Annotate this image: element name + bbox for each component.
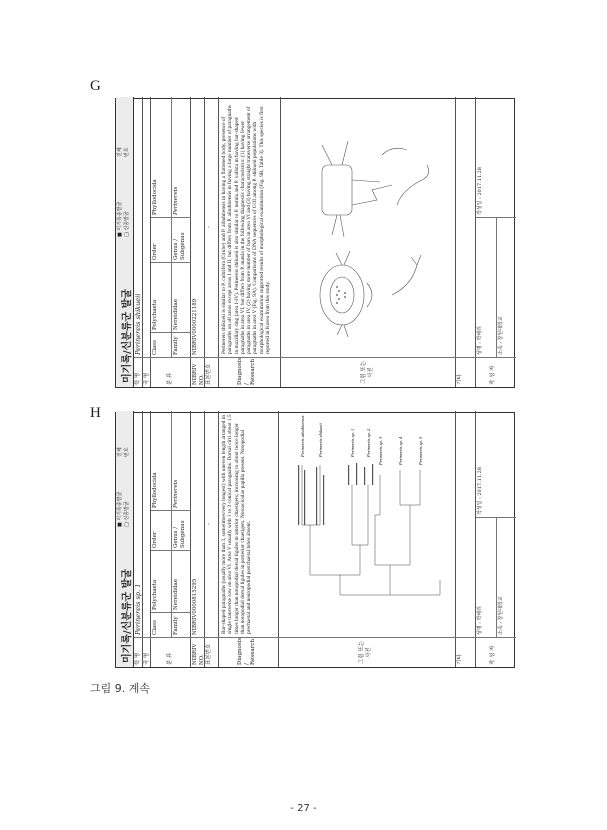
form-h xyxy=(115,412,515,668)
form-h-genus-label: Genus / Subgenus xyxy=(171,510,191,550)
form-h-family-value: Nereididae xyxy=(171,550,191,612)
form-h-class-label: Class xyxy=(151,612,171,637)
form-h-nibr-row xyxy=(191,411,205,667)
form-g-etc-row xyxy=(456,97,476,387)
tree-label-5: Perinereis sp. 3 xyxy=(378,436,383,465)
form-h-diag-text: Bar-shaped paragnaths (usually more than 3, sometimes/very longest) with uneven length arranged in single transverse row on area VI. Area V usually with 1 to 3 conical paragnaths. Dorsal cirri about 1.5 times longer than notopodial dorsal ligules in anterior chaetigers, increasing to about twice longer than notopodial dorsal ligules in posterior chaetigers. Notoaciculae papilla present. Notopodial prechaetal and neuropodial postchaetal lobes absent. xyxy=(221,414,253,634)
form-h-author-name: 성명 : 박혜리 xyxy=(476,517,496,637)
figure-label-h: H xyxy=(90,405,101,421)
form-g-author-row xyxy=(476,97,516,387)
form-g-kor-name xyxy=(143,97,151,357)
form-g-figure-area xyxy=(281,97,456,357)
form-h-figure-area xyxy=(279,411,456,637)
form-h-author-row xyxy=(476,411,516,667)
form-g-family-label: Family xyxy=(171,332,191,357)
form-g-check-undescribed: ■ 미기록종발굴 xyxy=(117,201,123,237)
form-h-hongbo-row xyxy=(205,411,219,667)
form-g-nibr-row xyxy=(191,97,205,387)
form-g-order-value: Phyllodocida xyxy=(152,179,158,215)
form-h-class-value: Polychaeta xyxy=(151,550,171,612)
tree-label-3: Perinereis sp. 1 xyxy=(350,428,355,457)
form-g-check-number: 변호 xyxy=(124,147,130,157)
form-g-hongbo-row xyxy=(205,97,219,387)
form-h-diag-row xyxy=(219,411,279,667)
form-h-check-undescribed: ■ 미기록종발굴 xyxy=(117,491,123,527)
form-g-diag-label: Diagnosis / Research xyxy=(219,357,281,387)
form-g-etc-label: 기타 xyxy=(456,357,476,387)
form-h-check-number: 변호 xyxy=(124,447,130,457)
form-g-class-block xyxy=(151,97,191,387)
figure-caption: 그림 9. 계속 xyxy=(90,682,150,695)
form-h-kor-label: 국 명 xyxy=(143,637,151,667)
form-h-family-label: Family xyxy=(171,612,191,637)
form-h-titlebar xyxy=(116,411,134,667)
form-g-hongbo-label: 표본번호 xyxy=(205,357,219,387)
form-h-order-label: Order xyxy=(151,510,171,550)
form-h-author-label: 작 성 자 xyxy=(476,637,516,667)
form-h-figure-label: 그림 또는 사진 xyxy=(279,637,456,667)
form-g-diag-text: Perinereis shikueii is similar to P. cultrifera (Grube) and P. aibuhitensis in having a flattened body, presence of paragnaths on all areas except areas I and II, but differs from P. aibuhitensis in having a large number of paragnaths in maxillary ring (area I-IV). Perinereis shikueii is also similar to P. nuntia and P. vallata in having bar-shaped paragnaths in area VI, but differs from P. nuntia in the following diagnostic characteristics: (1) having fewer paragnaths in area IV, (2) having more number of bars in area VI and (3) having straight transverse arrangement of paragnaths in area V (Fig. 9A). Comparisons of DNA sequences of COI among P. shikueii populations with morphological examination supported results of morphological examination (Fig. 9B, Table 3). This species is first reported in Korea from this study. xyxy=(221,105,272,354)
form-g-author-name: 성명 : 박혜리 xyxy=(476,217,496,357)
form-g-author-label: 작 성 자 xyxy=(476,357,516,387)
tree-label-6: Perinereis sp. 4 xyxy=(398,436,403,465)
form-g-kor-row xyxy=(143,97,151,387)
form-g-sci-label: 학 명 xyxy=(134,357,143,387)
form-h-title: 미기록/신분류군 발굴 xyxy=(122,568,133,663)
form-h-genus-value: Perinereis xyxy=(171,411,191,510)
form-g-hongbo-value: - xyxy=(206,226,212,228)
figure-label-g: G xyxy=(90,78,101,94)
form-g-titlebar xyxy=(116,97,134,387)
form-g-author-date: 작성일 : 2017.11.28 xyxy=(477,167,483,215)
form-h-order-value: Phyllodocida xyxy=(152,472,158,508)
form-g-class-label: Class xyxy=(151,332,171,357)
form-g-sci-name: Perinereis shikueii xyxy=(134,293,142,355)
form-h-check-new: □ 신종발굴 xyxy=(124,501,130,527)
page-number: - 27 - xyxy=(290,803,317,814)
form-h-nibr-value: NIBRIV0000815295 xyxy=(192,578,198,635)
form-h-figure-row xyxy=(279,411,456,667)
form-h-class-block xyxy=(151,411,191,667)
form-g-kor-label: 국 명 xyxy=(143,357,151,387)
form-g-title: 미기록/신분류군 발굴 xyxy=(122,288,133,383)
tree-label-1: Perinereis aibuhitensis xyxy=(300,415,305,457)
form-h-sci-name: Perinereis sp. 1 xyxy=(134,583,142,635)
form-g-check-new: □ 신종발굴 xyxy=(124,211,130,237)
form-g-bunryu-label: 분 류 xyxy=(151,357,191,387)
form-g-etc-value xyxy=(456,97,476,357)
form-g-order-label: Order xyxy=(151,217,171,262)
phylogenetic-tree xyxy=(280,413,452,635)
form-g-sci-row xyxy=(134,97,143,387)
form-g-genus-value: Perinereis xyxy=(171,97,191,217)
form-h-kor-name xyxy=(143,411,151,637)
form-g-class-value: Polychaeta xyxy=(151,262,171,332)
form-g-family-value: Nereididae xyxy=(171,262,191,332)
form-h-etc-row xyxy=(456,411,476,667)
form-h-etc-value xyxy=(456,411,476,637)
form-h-kor-row xyxy=(143,411,151,667)
tree-label-4: Perinereis sp. 2 xyxy=(366,428,371,457)
form-g-nibr-label: NIBRIV NO. xyxy=(191,357,205,387)
morphology-drawing xyxy=(282,100,452,355)
form-h-nibr-label: NIBRIV NO. xyxy=(191,637,205,667)
form-g-check-total: 전체 xyxy=(117,147,123,157)
tree-label-7: Perinereis sp. 5 xyxy=(418,436,423,465)
form-h-author-org: 소속 : 창원대학교 xyxy=(496,517,516,637)
form-g-figure-row xyxy=(281,97,456,387)
form-h-sci-row xyxy=(134,411,143,667)
form-g-author-org: 소속 : 창원대학교 xyxy=(496,217,516,357)
form-h-sci-label: 학 명 xyxy=(134,637,143,667)
form-h-etc-label: 기타 xyxy=(456,637,476,667)
form-g xyxy=(115,98,515,388)
form-h-hongbo-value: - xyxy=(206,523,212,525)
form-g-diag-row xyxy=(219,97,281,387)
form-h-author-date: 작성일 : 2017.11.28 xyxy=(477,467,483,515)
form-h-diag-label: Diagnosis / Research xyxy=(219,637,279,667)
form-g-figure-label: 그림 또는 사진 xyxy=(281,357,456,387)
form-h-check-total: 전체 xyxy=(117,447,123,457)
form-g-nibr-value: NIBRIV0000221189 xyxy=(192,298,198,355)
tree-label-2: Perinereis shikueii xyxy=(318,423,323,457)
form-h-hongbo-label: 표본번호 xyxy=(205,637,219,667)
form-g-genus-label: Genus / Subgenus xyxy=(171,217,191,262)
form-h-bunryu-label: 분 류 xyxy=(151,637,191,667)
